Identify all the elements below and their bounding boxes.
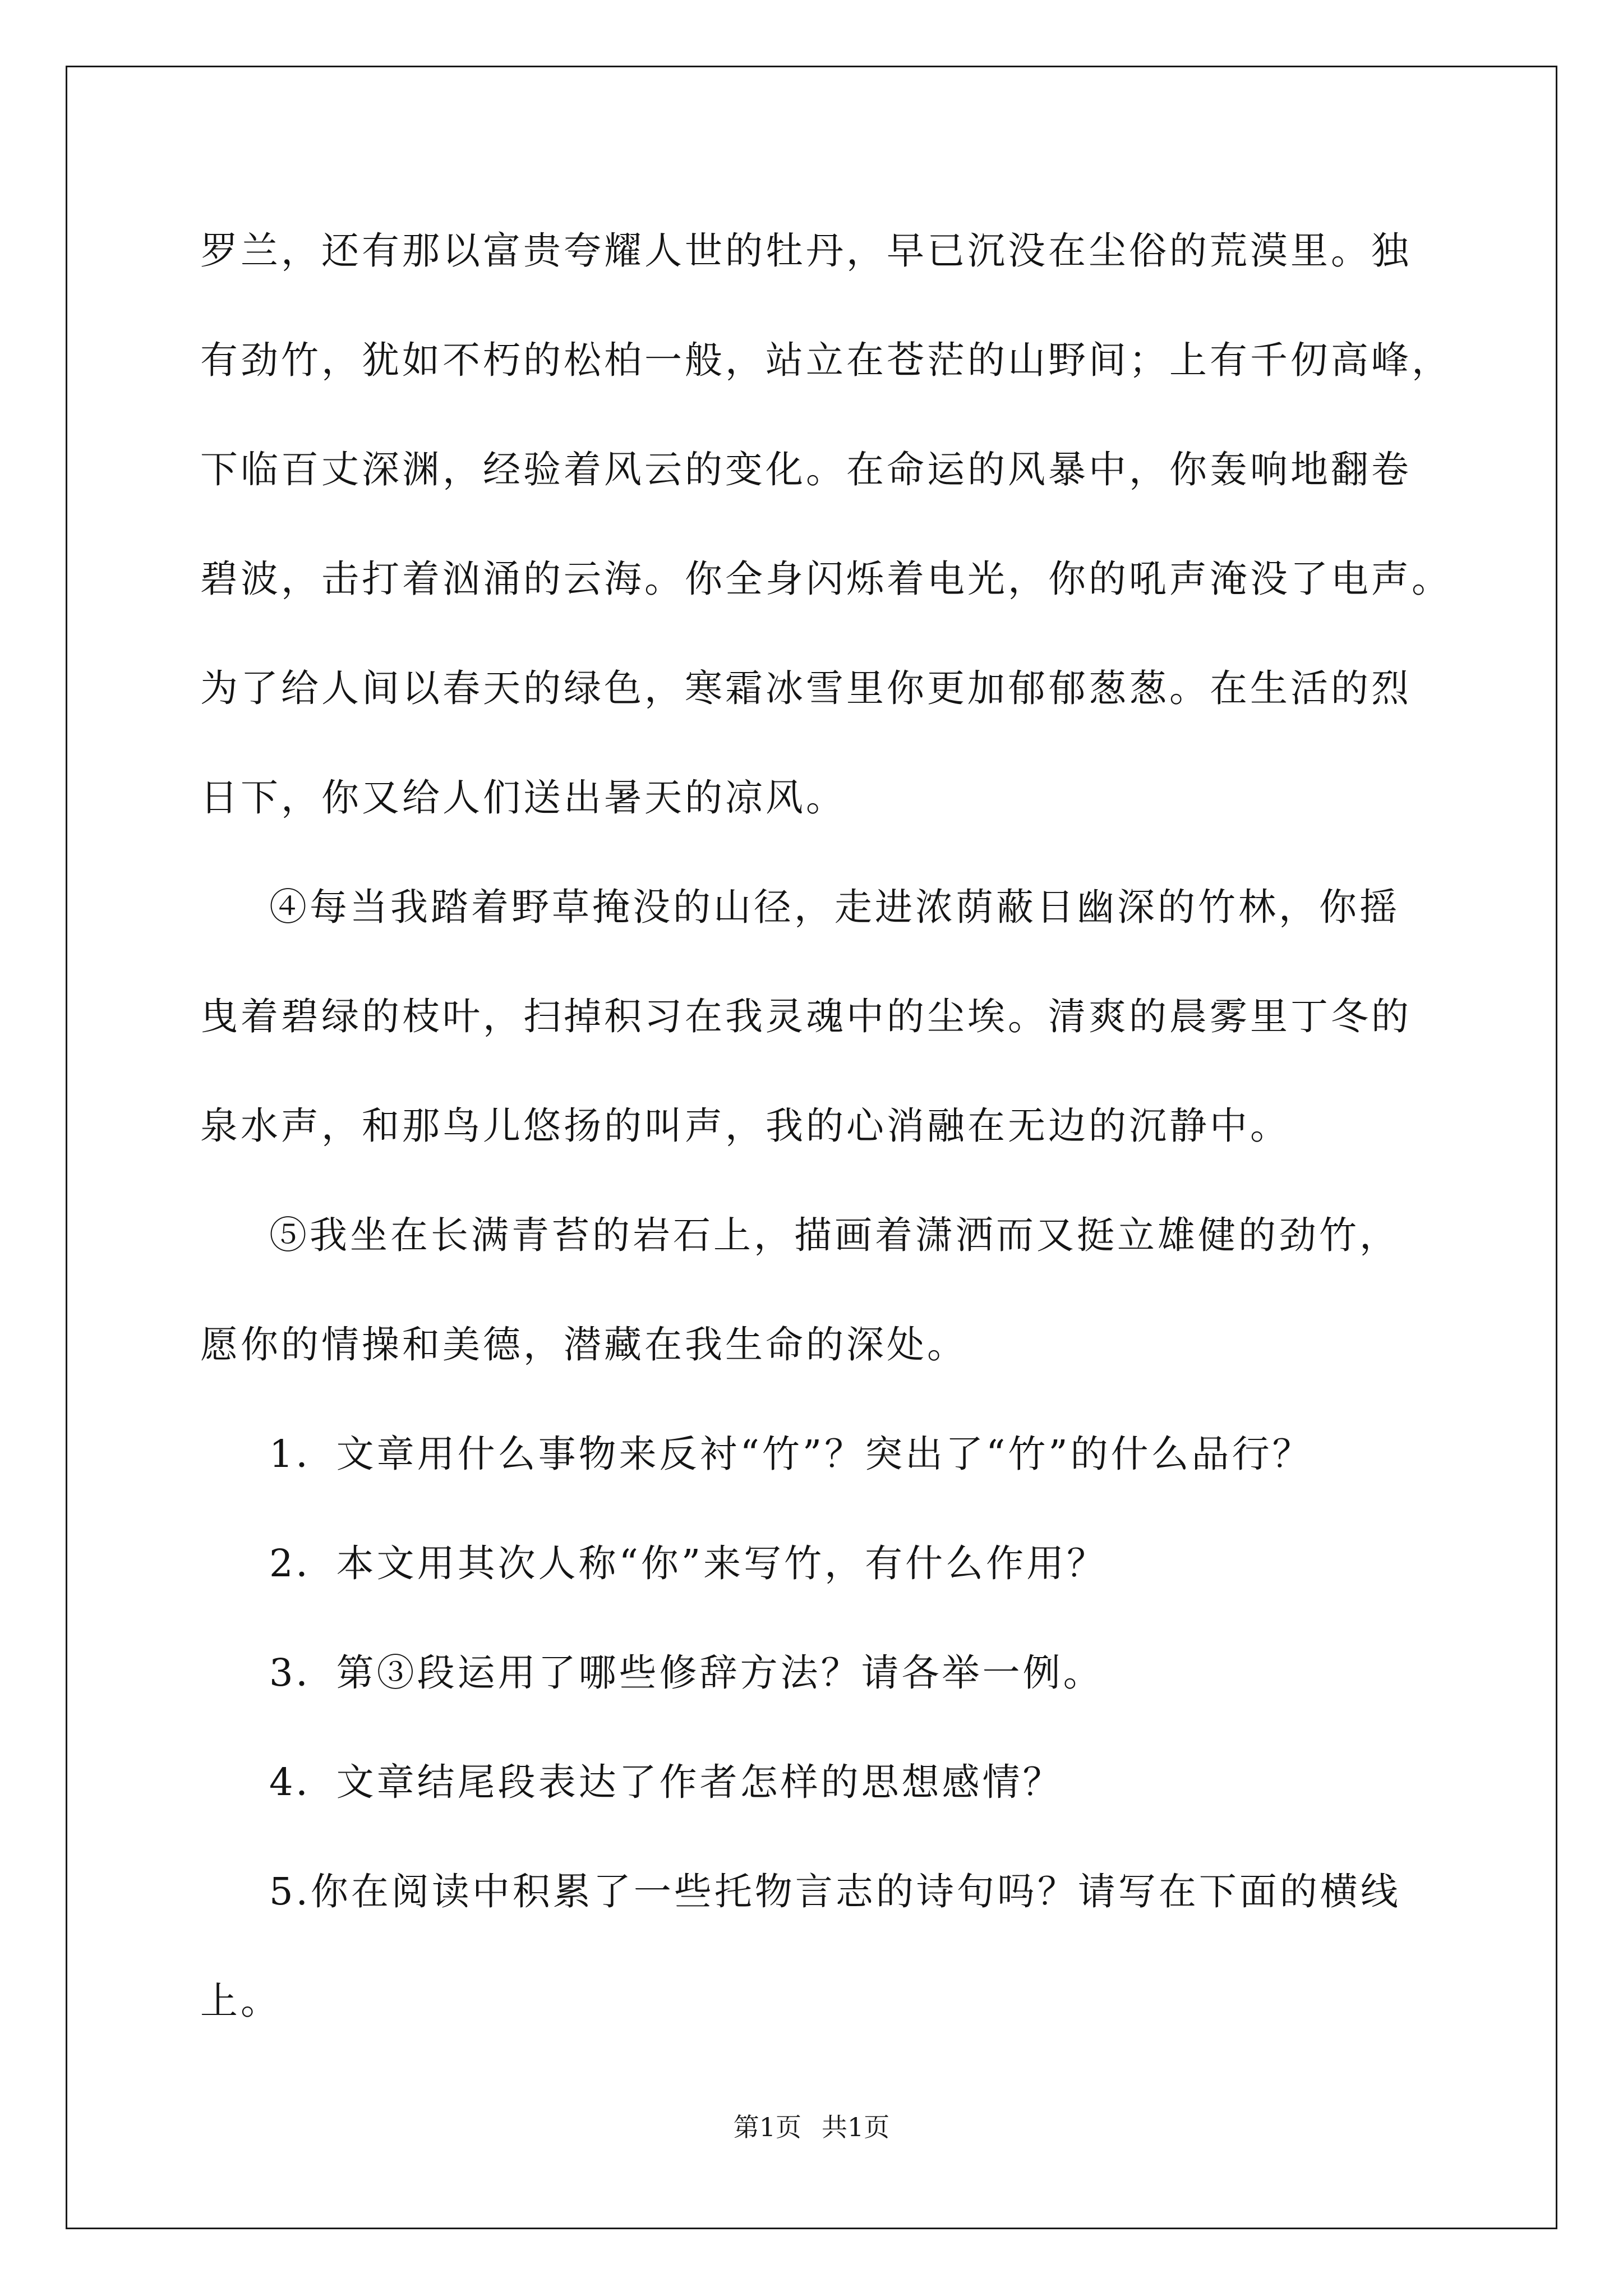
body-line: 泉水声，和那鸟儿悠扬的叫声，我的心消融在无边的沉静中。 [200, 1104, 1290, 1148]
paragraph-4-start: ④每当我踏着野草掩没的山径，走进浓荫蔽日幽深的竹林，你摇 [269, 885, 1400, 929]
question-5: 5.你在阅读中积累了一些托物言志的诗句吗？请写在下面的横线 [269, 1870, 1401, 1913]
body-line: 曳着碧绿的枝叶，扫掉积习在我灵魂中的尘埃。清爽的晨雾里丁冬的 [200, 995, 1412, 1038]
question-2: 2．本文用其次人称“你”来写竹，有什么作用？ [269, 1542, 1108, 1585]
body-line: 愿你的情操和美德，潜藏在我生命的深处。 [200, 1323, 967, 1366]
page-total: 共1页 [822, 2112, 890, 2142]
body-line: 碧波，击打着汹涌的云海。你全身闪烁着电光，你的吼声淹没了电声。 [200, 557, 1452, 601]
body-line: 日下，你又给人们送出暑天的凉风。 [200, 776, 846, 820]
question-3: 3．第③段运用了哪些修辞方法？请各举一例。 [269, 1651, 1104, 1695]
page-footer [0, 2110, 1623, 2144]
body-line: 为了给人间以春天的绿色，寒霜冰雪里你更加郁郁葱葱。在生活的烈 [200, 666, 1412, 710]
body-line: 有劲竹，犹如不朽的松柏一般，站立在苍茫的山野间；上有千仞高峰， [200, 338, 1452, 382]
page-number: 第1页 [733, 2112, 801, 2142]
paragraph-5-start: ⑤我坐在长满青苔的岩石上，描画着潇洒而又挺立雄健的劲竹， [269, 1213, 1400, 1257]
body-line: 下临百丈深渊，经验着风云的变化。在命运的风暴中，你轰响地翻卷 [200, 448, 1412, 491]
body-line: 罗兰，还有那以富贵夸耀人世的牡丹，早已沉没在尘俗的荒漠里。独 [200, 229, 1412, 273]
question-1: 1．文章用什么事物来反衬“竹”？突出了“竹”的什么品行？ [269, 1432, 1313, 1476]
question-5-continuation: 上。 [200, 1979, 281, 2023]
question-4: 4．文章结尾段表达了作者怎样的思想感情？ [269, 1760, 1063, 1804]
